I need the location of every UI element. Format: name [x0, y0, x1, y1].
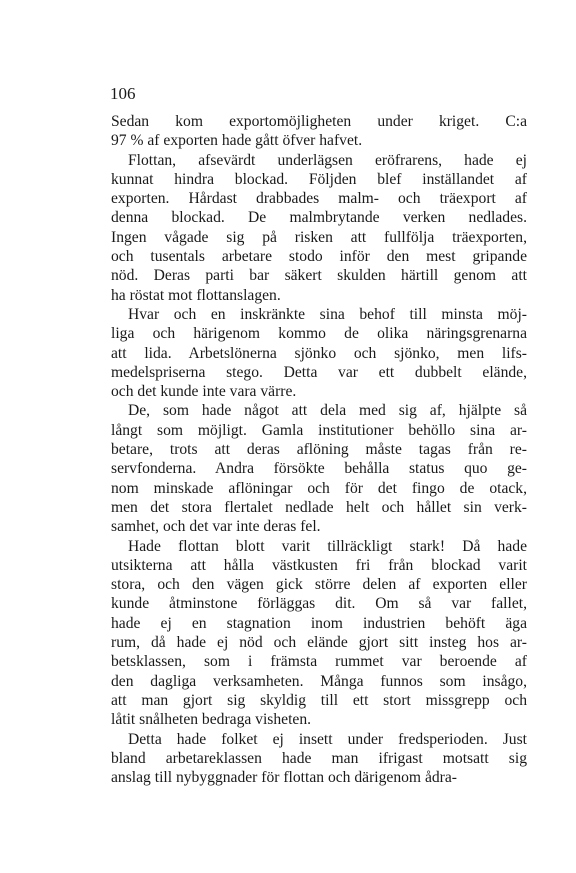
paragraph [111, 537, 527, 730]
text-line: Detta hade folket ej insett under fredsperioden. Just [128, 730, 527, 748]
paragraph [111, 730, 527, 788]
text-line: De, som hade något att dela med sig af, hjälpte så [128, 402, 527, 420]
text-line: nom minskade aflöningar och för det fingo de otack, [111, 479, 527, 497]
text-line: 97 % af exporten hade gått öfver hafvet. [111, 132, 363, 150]
page-number: 106 [110, 84, 136, 103]
text-line: utsikterna att hålla västkusten fri från blockad varit [111, 556, 527, 574]
text-line: betsklassen, som i främsta rummet var beroende af [111, 653, 527, 671]
text-line: långt som möjligt. Gamla institutioner behöllo sina ar- [111, 421, 527, 439]
text-line: denna blockad. De malmbrytande verken nedlades. [111, 209, 527, 227]
text-line: och tusentals arbetare stodo inför den mest gripande [111, 248, 527, 266]
text-line: att lida. Arbetslönerna sjönko och sjönko, men lifs- [111, 344, 527, 362]
text-line: Hvar och en inskränkte sina behof till minsta möj- [128, 305, 527, 323]
text-line: betare, trots att deras aflöning måste tagas från re- [111, 441, 527, 459]
paragraph [111, 305, 527, 401]
text-line: hade ej en stagnation inom industrien behöft äga [111, 614, 527, 632]
text-line: Ingen vågade sig på risken att fullfölja träexporten, [111, 228, 527, 246]
text-line: kunnat hindra blockad. Följden blef inställandet af [111, 170, 527, 188]
text-line: låtit snålheten bedraga visheten. [111, 711, 312, 729]
text-line: den dagliga verksamheten. Många funnos som insågo, [111, 672, 527, 690]
text-line: bland arbetareklassen hade man ifrigast motsatt sig [111, 749, 527, 767]
text-line: och det kunde inte vara värre. [111, 383, 297, 401]
text-line: Flottan, afsevärdt underlägsen eröfrarens, hade ej [128, 151, 527, 169]
text-line: men det stora flertalet nedlade helt och hållet sin verk- [111, 498, 527, 516]
text-line: ha röstat mot flottanslagen. [111, 286, 281, 304]
paragraph [111, 151, 527, 305]
text-line: nöd. Deras parti bar säkert skulden härtill genom att [111, 267, 527, 285]
text-line: anslag till nybyggnader för flottan och därigenom ådra- [111, 769, 457, 787]
body-text [111, 112, 527, 787]
text-line: kunde åtminstone förläggas dit. Om så var fallet, [111, 595, 527, 613]
text-line: Hade flottan blott varit tillräckligt stark! Då hade [128, 537, 527, 555]
text-line: samhet, och det var inte deras fel. [111, 518, 321, 536]
paragraph [111, 401, 527, 536]
text-line: att man gjort sig skyldig till ett stort missgrepp och [111, 691, 527, 709]
text-line: liga och härigenom kommo de olika näringsgrenarna [111, 325, 527, 343]
text-line: Sedan kom exportomöjligheten under kriget. C:a [111, 113, 527, 130]
text-line: exporten. Hårdast drabbades malm- och träexport af [111, 190, 527, 208]
text-line: servfonderna. Andra försökte behålla status quo ge- [111, 460, 527, 478]
text-line: rum, då hade ej nöd och elände gjort sitt insteg hos ar- [111, 634, 527, 652]
text-line: stora, och den vägen gick större delen af exporten eller [111, 576, 527, 594]
paragraph [111, 112, 527, 151]
text-line: medelspriserna stego. Detta var ett dubbelt elände, [111, 363, 527, 381]
